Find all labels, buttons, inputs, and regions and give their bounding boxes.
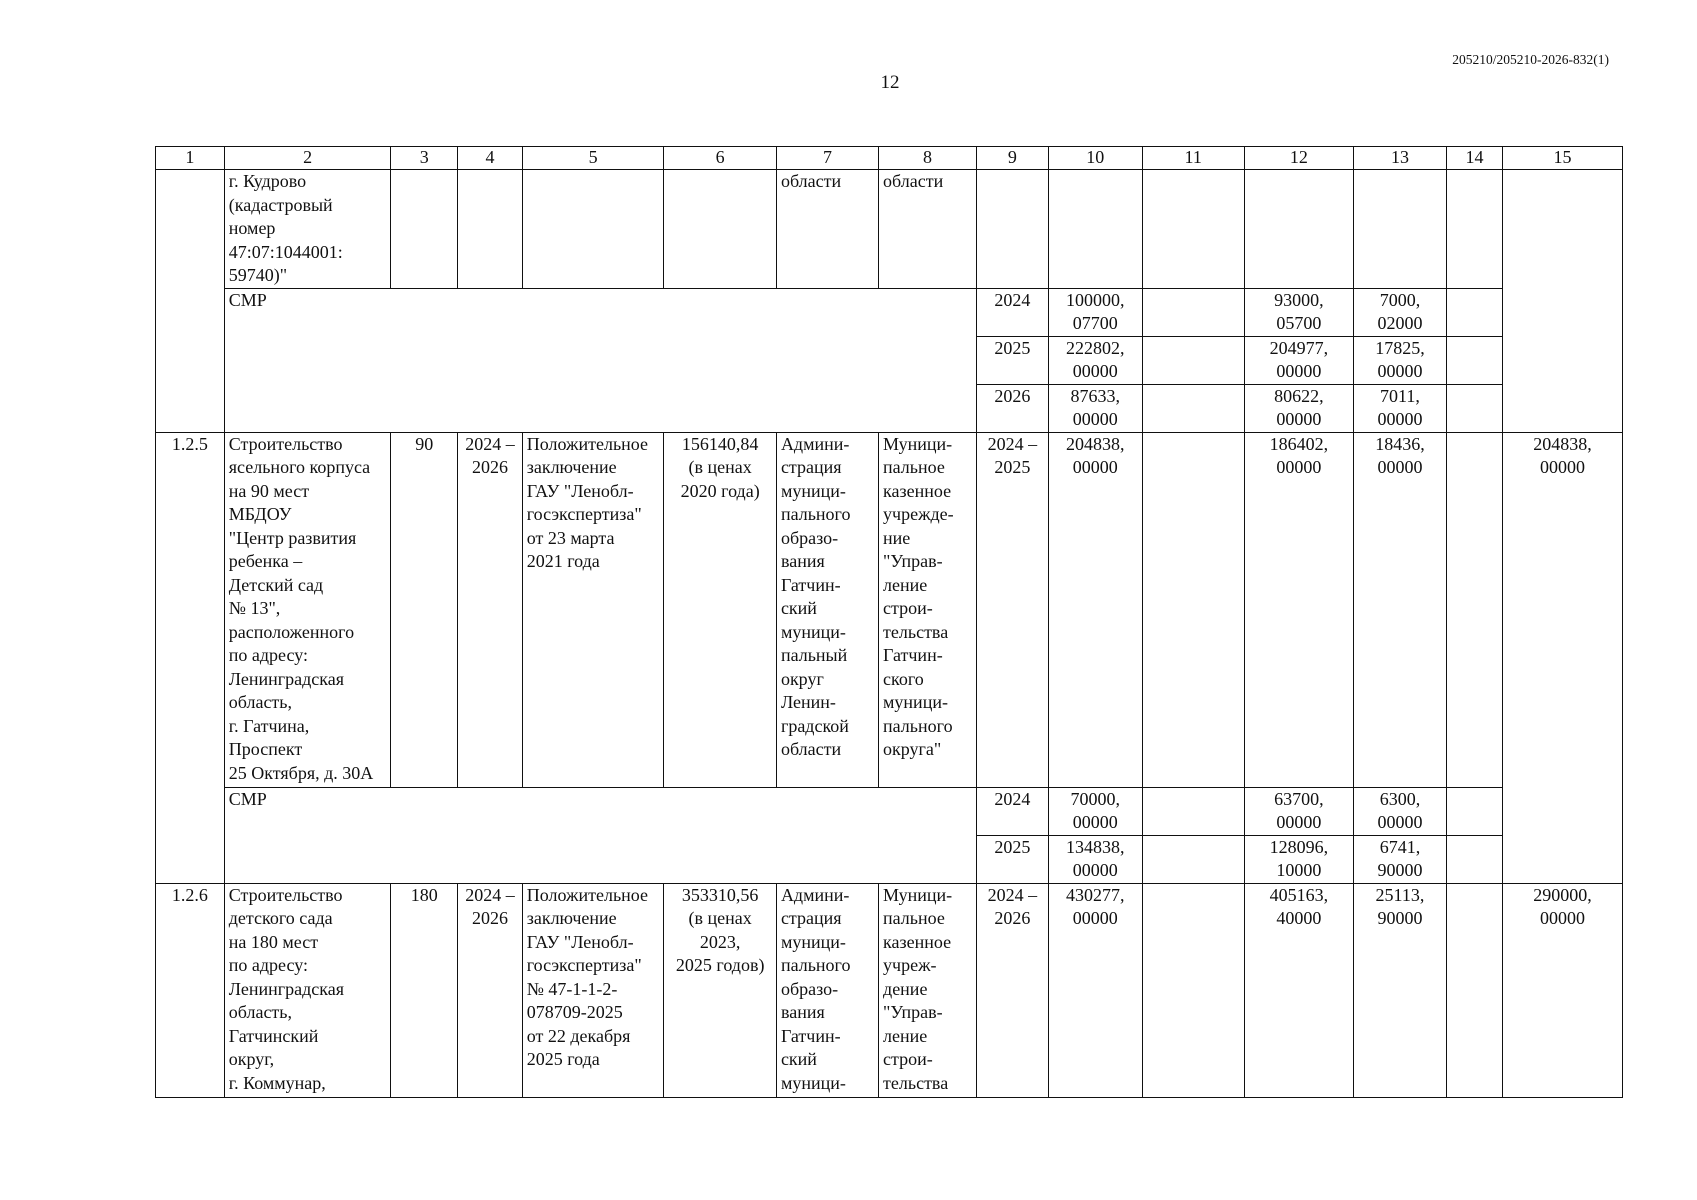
table-row: [156, 170, 1623, 289]
col-header: 14: [1446, 147, 1502, 170]
customer-cell: области: [776, 170, 878, 289]
period-cell: 2024 – 2026: [458, 432, 523, 787]
total-cell: 87633, 00000: [1048, 384, 1142, 432]
total-cell: 430277, 00000: [1048, 883, 1142, 1097]
col-header: 2: [224, 147, 391, 170]
empty-cell: [1244, 170, 1353, 289]
value-cell: 7000, 02000: [1354, 288, 1447, 336]
row-number-cell: 1.2.6: [156, 883, 225, 1097]
col-header: 15: [1503, 147, 1623, 170]
empty-cell: [1446, 883, 1502, 1097]
col-header: 7: [776, 147, 878, 170]
col-header: 4: [458, 147, 523, 170]
empty-cell: [1446, 835, 1502, 883]
total-cell: 204838, 00000: [1048, 432, 1142, 787]
empty-cell: [976, 170, 1048, 289]
empty-cell: [1142, 883, 1244, 1097]
empty-cell: [1446, 336, 1502, 384]
empty-cell: [1446, 384, 1502, 432]
period-cell: 2024 – 2026: [458, 883, 523, 1097]
empty-cell: [1142, 384, 1244, 432]
empty-cell: [1142, 835, 1244, 883]
empty-cell: [1446, 432, 1502, 787]
col-header: 6: [664, 147, 777, 170]
empty-cell: [1142, 288, 1244, 336]
table-row: [156, 432, 1623, 787]
col-header: 8: [879, 147, 977, 170]
cost-cell: 353310,56 (в ценах 2023, 2025 годов): [664, 883, 777, 1097]
value-cell: 6300, 00000: [1354, 787, 1447, 835]
value-cell: 6741, 90000: [1354, 835, 1447, 883]
empty-cell: [1142, 787, 1244, 835]
value-cell: 186402, 00000: [1244, 432, 1353, 787]
year-cell: 2025: [976, 835, 1048, 883]
empty-cell: [1354, 170, 1447, 289]
col-header: 11: [1142, 147, 1244, 170]
row-number-cell: [156, 170, 225, 433]
empty-cell: [458, 170, 523, 289]
empty-cell: [391, 170, 458, 289]
empty-cell: [664, 170, 777, 289]
value-cell: 405163, 40000: [1244, 883, 1353, 1097]
table-row: [156, 883, 1623, 1097]
total-cell: 100000, 07700: [1048, 288, 1142, 336]
year-cell: 2024: [976, 288, 1048, 336]
capacity-cell: 90: [391, 432, 458, 787]
col-header: 12: [1244, 147, 1353, 170]
table-row: [156, 787, 1623, 835]
col-header: 13: [1354, 147, 1447, 170]
value-cell: 25113, 90000: [1354, 883, 1447, 1097]
cost-cell: 156140,84 (в ценах 2020 года): [664, 432, 777, 787]
object-name-cell: Строительство детского сада на 180 мест по адресу: Ленинградская область, Гатчинский округ, г. Коммунар,: [224, 883, 391, 1097]
expertise-cell: Положительное заключение ГАУ "Ленобл- госэкспертиза" от 23 марта 2021 года: [522, 432, 664, 787]
empty-cell: [1446, 787, 1502, 835]
developer-cell: Муници- пальное казенное учрежде- ние "Управ- ление строи- тельства Гатчин- ского муници- пального округа": [879, 432, 977, 787]
empty-cell: [1142, 336, 1244, 384]
value-cell: 18436, 00000: [1354, 432, 1447, 787]
value-cell: 17825, 00000: [1354, 336, 1447, 384]
empty-cell: [1503, 170, 1623, 433]
developer-cell: области: [879, 170, 977, 289]
program-table: [155, 146, 1623, 1098]
col-header: 1: [156, 147, 225, 170]
total-cell: 222802, 00000: [1048, 336, 1142, 384]
empty-cell: [1446, 170, 1502, 289]
fin-period-cell: 2024 – 2025: [976, 432, 1048, 787]
developer-cell: Муници- пальное казенное учреж- дение "Управ- ление строи- тельства: [879, 883, 977, 1097]
value-cell: 7011, 00000: [1354, 384, 1447, 432]
value-cell: 80622, 00000: [1244, 384, 1353, 432]
value-cell: 93000, 05700: [1244, 288, 1353, 336]
value-cell: 204977, 00000: [1244, 336, 1353, 384]
value-cell: 128096, 10000: [1244, 835, 1353, 883]
object-name-cell: г. Кудрово (кадастровый номер 47:07:1044001: 59740)": [224, 170, 391, 289]
row-number-cell: 1.2.5: [156, 432, 225, 883]
empty-cell: [522, 170, 664, 289]
empty-cell: [1446, 288, 1502, 336]
object-name-cell: Строительство ясельного корпуса на 90 мест МБДОУ "Центр развития ребенка – Детский сад № 13", расположенного по адресу: Ленинградская область, г. Гатчина, Проспект 25 Октября, д. 30А: [224, 432, 391, 787]
empty-cell: [1142, 170, 1244, 289]
total-cell: 70000, 00000: [1048, 787, 1142, 835]
year-cell: 2024: [976, 787, 1048, 835]
fin-period-cell: 2024 – 2026: [976, 883, 1048, 1097]
value-cell: 290000, 00000: [1503, 883, 1623, 1097]
customer-cell: Админи- страция муници- пального образо- вания Гатчин- ский муници-: [776, 883, 878, 1097]
document-id: 205210/205210-2026-832(1): [1452, 52, 1609, 67]
col-header: 5: [522, 147, 664, 170]
col-header: 3: [391, 147, 458, 170]
year-cell: 2026: [976, 384, 1048, 432]
smr-label: СМР: [224, 787, 976, 883]
page-number: 12: [880, 72, 900, 93]
col-header: 9: [976, 147, 1048, 170]
total-cell: 134838, 00000: [1048, 835, 1142, 883]
year-cell: 2025: [976, 336, 1048, 384]
empty-cell: [1142, 432, 1244, 787]
customer-cell: Админи- страция муници- пального образо- вания Гатчин- ский муници- пальный округ Ленин- градской области: [776, 432, 878, 787]
value-cell: 63700, 00000: [1244, 787, 1353, 835]
capacity-cell: 180: [391, 883, 458, 1097]
empty-cell: [1048, 170, 1142, 289]
col-header: 10: [1048, 147, 1142, 170]
expertise-cell: Положительное заключение ГАУ "Ленобл- госэкспертиза" № 47-1-1-2- 078709-2025 от 22 декабря 2025 года: [522, 883, 664, 1097]
smr-label: СМР: [224, 288, 976, 432]
column-header-row: [156, 147, 1623, 170]
table-row: [156, 288, 1623, 336]
value-cell: 204838, 00000: [1503, 432, 1623, 883]
